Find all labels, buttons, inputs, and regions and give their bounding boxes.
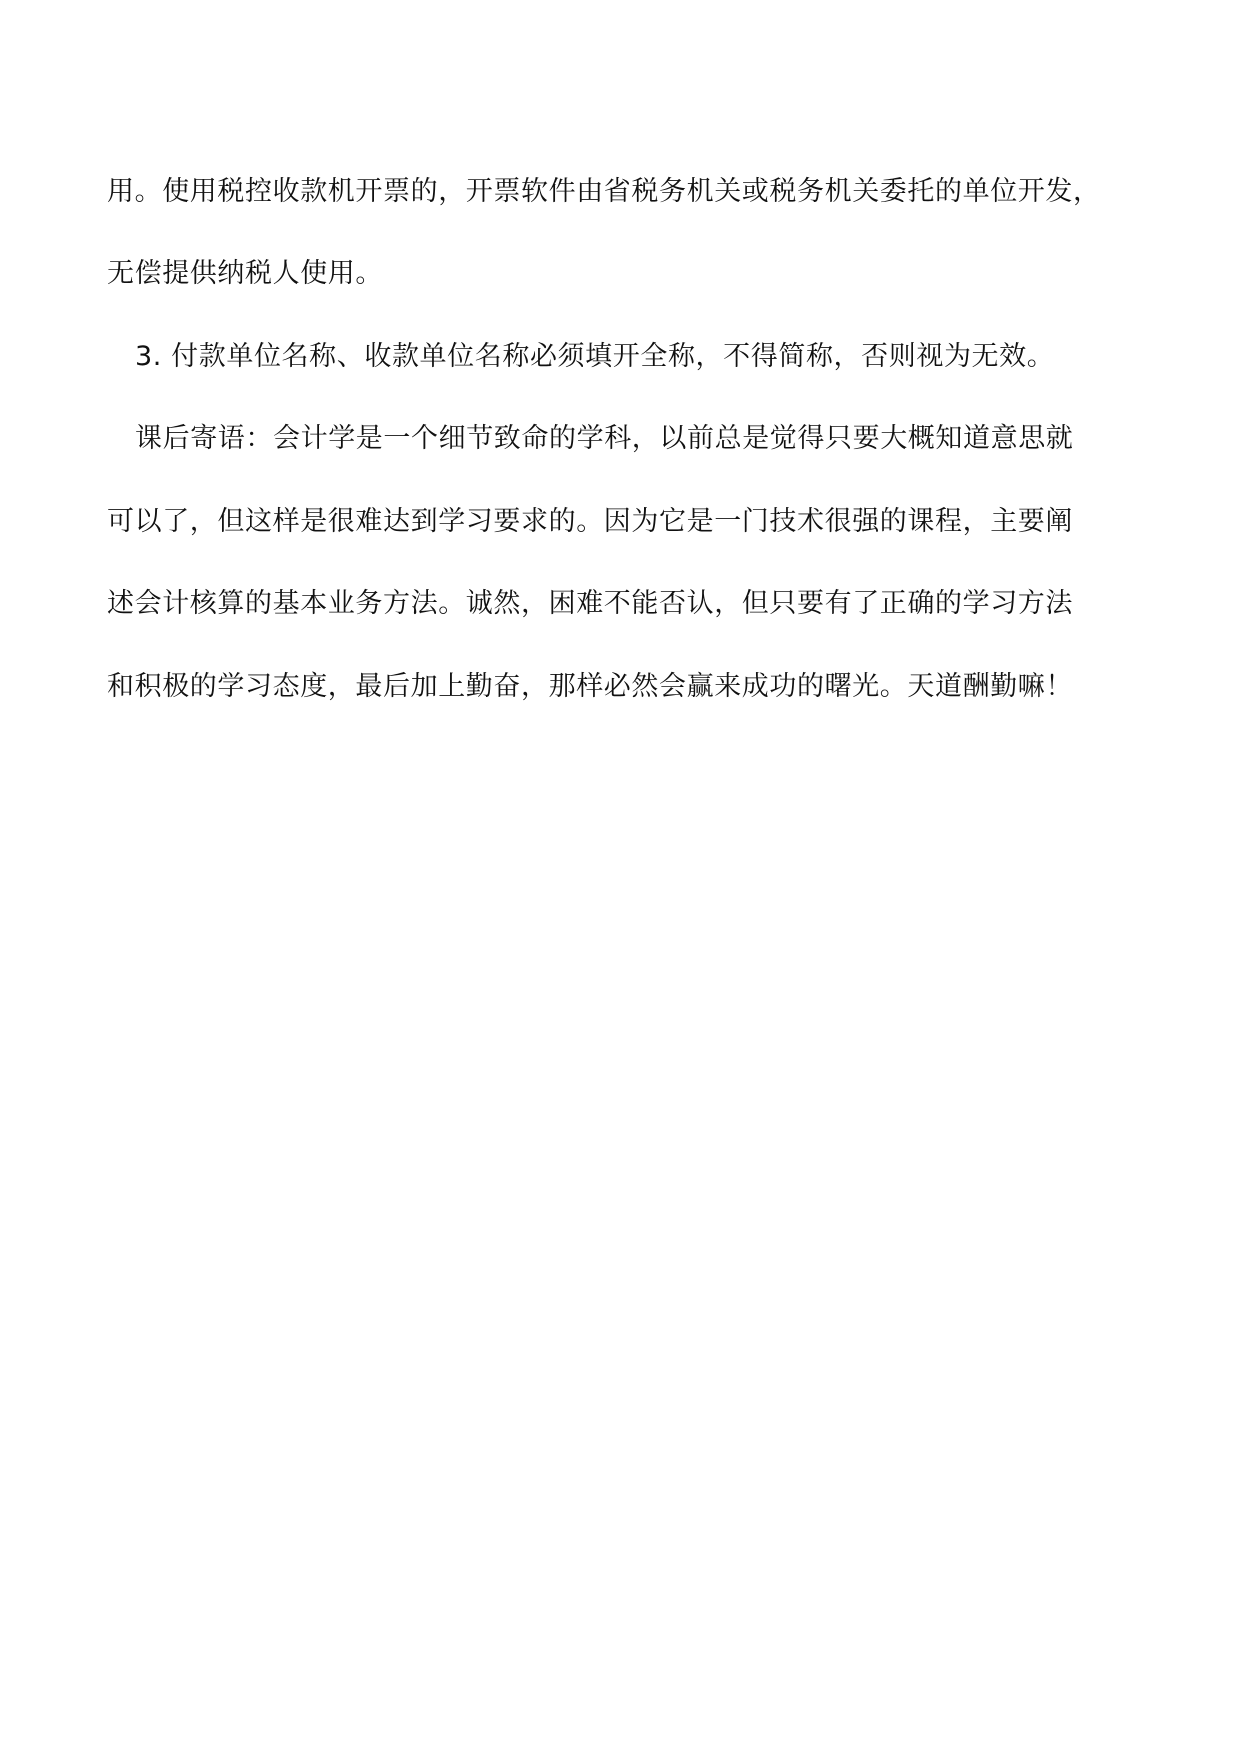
paragraph-line: 用。使用税控收款机开票的，开票软件由省税务机关或税务机关委托的单位开发， [107, 176, 1101, 207]
paragraph-line: 和积极的学习态度，最后加上勤奋，那样必然会赢来成功的曙光。天道酬勤嘛！ [107, 671, 1073, 702]
paragraph-line: 可以了，但这样是很难达到学习要求的。因为它是一门技术很强的课程，主要阐 [107, 506, 1073, 537]
paragraph-line: 述会计核算的基本业务方法。诚然，困难不能否认，但只要有了正确的学习方法 [107, 588, 1073, 619]
closing-remarks-line: 课后寄语：会计学是一个细节致命的学科，以前总是觉得只要大概知道意思就 [135, 423, 1074, 454]
paragraph-line: 无偿提供纳税人使用。 [107, 258, 383, 289]
list-item-3: 3. 付款单位名称、收款单位名称必须填开全称，不得简称，否则视为无效。 [135, 341, 1055, 372]
